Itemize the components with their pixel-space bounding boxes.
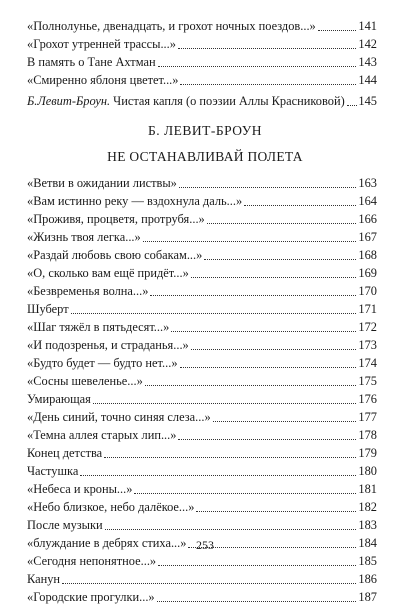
leader-dots [71, 312, 356, 314]
leader-dots [191, 276, 356, 278]
leader-dots [105, 528, 356, 530]
leader-dots [150, 294, 356, 296]
toc-entry [27, 516, 377, 534]
entry-page: 186 [358, 572, 377, 586]
entry-page: 168 [358, 248, 377, 262]
entry-page: 180 [358, 464, 377, 478]
entry-title: «Темна аллея старых лип...» [27, 428, 177, 442]
section-title: НЕ ОСТАНАВЛИВАЙ ПОЛЕТА [107, 149, 303, 164]
entry-page: 178 [358, 428, 377, 442]
leader-dots [134, 492, 356, 494]
toc-entry [27, 444, 377, 462]
toc-entry [27, 228, 377, 246]
essay-page: 145 [358, 94, 377, 108]
entry-page: 164 [358, 194, 377, 208]
leader-dots [191, 348, 356, 350]
entry-page: 143 [358, 55, 377, 69]
entry-page: 176 [358, 392, 377, 406]
entry-title: «блуждание в дебрях стиха...» [27, 536, 187, 550]
entry-title: После музыки [27, 518, 103, 532]
entry-title: В память о Тане Ахтман [27, 55, 156, 69]
leader-dots [104, 456, 356, 458]
entry-page: 183 [358, 518, 377, 532]
entry-title: Шуберт [27, 302, 69, 316]
entry-page: 177 [358, 410, 377, 424]
entry-title: «Полнолунье, двенадцать, и грохот ночных поездов...» [27, 19, 316, 33]
page-number: 253 [196, 538, 214, 552]
toc-entry [27, 53, 377, 71]
toc-entry [27, 318, 377, 336]
toc-entry [27, 192, 377, 210]
entry-title: «Вам истинно реку — вздохнула даль...» [27, 194, 243, 208]
toc-entry [27, 588, 377, 606]
toc-entry [27, 210, 377, 228]
leader-dots [179, 186, 356, 188]
entry-title: «Раздай любовь свою собакам...» [27, 248, 203, 262]
entry-title: Умирающая [27, 392, 91, 406]
toc-entry [27, 264, 377, 282]
entry-title: «Шаг тяжёл в пятьдесят...» [27, 320, 170, 334]
leader-dots [158, 564, 356, 566]
entry-page: 144 [358, 73, 377, 87]
entry-title: «Грохот утренней трассы...» [27, 37, 176, 51]
entry-page: 175 [358, 374, 377, 388]
leader-dots [157, 600, 356, 602]
entry-page: 141 [358, 19, 377, 33]
toc-entry [27, 372, 377, 390]
entry-page: 142 [358, 37, 377, 51]
leader-dots [213, 420, 356, 422]
toc-entry [27, 246, 377, 264]
toc-entry-essay [27, 92, 377, 110]
toc-entry [27, 300, 377, 318]
essay-author: Б.Левит-Броун. [27, 94, 111, 108]
entry-page: 184 [358, 536, 377, 550]
toc-entry [27, 426, 377, 444]
toc-entry [27, 498, 377, 516]
toc-entry [27, 17, 377, 35]
entry-title: «Безвременья волна...» [27, 284, 149, 298]
entry-title: «Ветви в ожидании листвы» [27, 176, 177, 190]
entry-page: 167 [358, 230, 377, 244]
entry-page: 174 [358, 356, 377, 370]
entry-title: «И подозренья, и страданья...» [27, 338, 189, 352]
leader-dots [143, 240, 356, 242]
entry-title: «О, сколько вам ещё придёт...» [27, 266, 189, 280]
toc-entry [27, 354, 377, 372]
entry-page: 181 [358, 482, 377, 496]
essay-title: Чистая капля (о поэзии Аллы Красниковой) [113, 94, 345, 108]
leader-dots [93, 402, 356, 404]
toc-entry [27, 570, 377, 588]
entry-title: «Проживя, процветя, протрубя...» [27, 212, 205, 226]
entry-page: 166 [358, 212, 377, 226]
leader-dots [207, 222, 356, 224]
entry-title: «Сосны шевеленье...» [27, 374, 143, 388]
leader-dots [145, 384, 356, 386]
leader-dots [347, 104, 358, 106]
toc-entry [27, 408, 377, 426]
entry-title: «Жизнь твоя легка...» [27, 230, 141, 244]
leader-dots [178, 47, 356, 49]
leader-dots [178, 438, 356, 440]
entry-title: Частушка [27, 464, 79, 478]
leader-dots [62, 582, 356, 584]
entry-title: «Небо близкое, небо далёкое...» [27, 500, 195, 514]
entry-title: Конец детства [27, 446, 103, 460]
entry-page: 187 [358, 590, 377, 604]
leader-dots [158, 65, 356, 67]
entry-page: 163 [358, 176, 377, 190]
leader-dots [171, 330, 356, 332]
toc-entry [27, 35, 377, 53]
entry-title: «День синий, точно синяя слеза...» [27, 410, 211, 424]
toc-entry [27, 462, 377, 480]
entry-page: 173 [358, 338, 377, 352]
toc-entry [27, 390, 377, 408]
leader-dots [244, 204, 356, 206]
leader-dots [318, 29, 356, 31]
entry-page: 179 [358, 446, 377, 460]
toc-entry [27, 480, 377, 498]
toc-entry [27, 336, 377, 354]
leader-dots [196, 510, 356, 512]
entry-page: 182 [358, 500, 377, 514]
toc-entry [27, 282, 377, 300]
entry-title: «Небеса и кроны...» [27, 482, 133, 496]
entry-page: 169 [358, 266, 377, 280]
entry-title: «Будто будет — будто нет...» [27, 356, 178, 370]
toc-entry [27, 174, 377, 192]
entry-page: 185 [358, 554, 377, 568]
entry-title: «Городские прогулки...» [27, 590, 155, 604]
entry-title: «Смиренно яблоня цветет...» [27, 73, 179, 87]
leader-dots [180, 366, 356, 368]
toc-entry [27, 71, 377, 89]
entry-title: «Сегодня непонятное...» [27, 554, 157, 568]
entry-title: Канун [27, 572, 61, 586]
entry-page: 170 [358, 284, 377, 298]
toc-entry [27, 552, 377, 570]
toc-list-top [27, 17, 377, 89]
entry-page: 172 [358, 320, 377, 334]
section-author: Б. ЛЕВИТ-БРОУН [147, 123, 263, 138]
entry-page: 171 [358, 302, 377, 316]
leader-dots [80, 474, 356, 476]
leader-dots [180, 83, 356, 85]
leader-dots [204, 258, 356, 260]
